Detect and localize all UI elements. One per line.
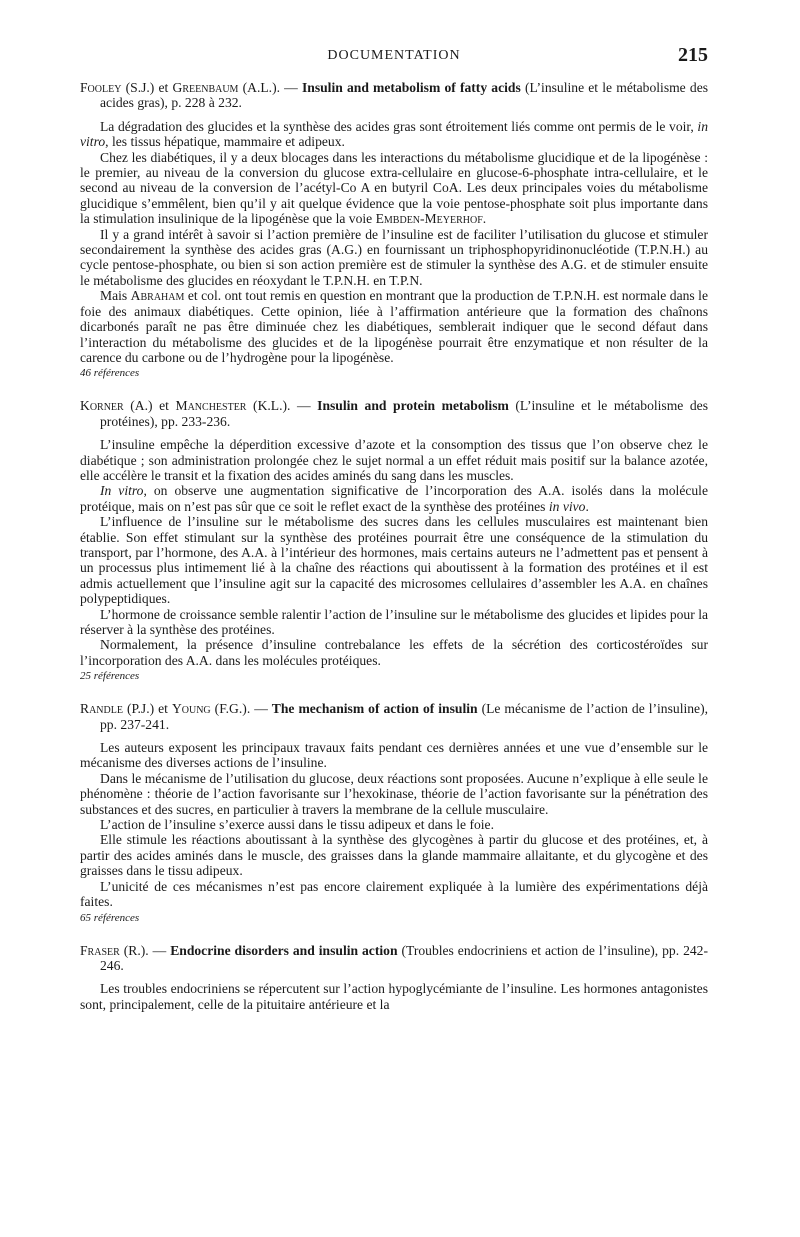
citation-dash: . — [287, 398, 318, 414]
citation [80, 701, 708, 732]
author-name: Randle [80, 701, 123, 717]
citation [80, 398, 708, 429]
author-initials: (F.G.) [210, 701, 247, 717]
citation-dash: . — [276, 80, 302, 95]
citation-details: (Troubles endocriniens et action de l’insuline), pp. 242-246. [100, 942, 709, 973]
paragraph-text: Il y a grand intérêt à savoir si l’action première de l’insuline est de faciliter l’utilisation du glucose et stimuler secondairement la synthèse des acides gras (A.G.) en fournissant un triphosphopyridinonucléotide (T.P.N.H.) au cycle pentose-phosphate, ou bien si son action première est de stimuler la synthèse des A.G. et de stimuler ensuite le métabolisme des glucides en réoxydant le T.P.N.H. en T.P.N. [80, 226, 708, 288]
author-conjunction: et [154, 80, 173, 95]
abstract-paragraph [80, 150, 708, 227]
abstract-paragraph [80, 879, 708, 910]
abstract-paragraph [80, 437, 708, 483]
paragraph-text: L’insuline empêche la déperdition excessive d’azote et la consomption des tissus que l’on observe chez le diabétique ; son administration prolongée chez le sujet normal a un effet réduit mais positif sur la balance azotée, elle accélère le transit et la fixation des acides aminés du sang dans les muscles. [80, 437, 708, 483]
italic-term: in vitro [80, 118, 708, 150]
article-title: Insulin and metabolism of fatty acids [301, 80, 521, 95]
abstract-entry [80, 701, 708, 924]
abstract-paragraph [80, 227, 708, 289]
reference-count: 25 références [80, 670, 140, 683]
abstract-paragraph [80, 817, 708, 832]
reference-count: 65 références [80, 911, 140, 924]
author-conjunction: et [154, 701, 172, 717]
author-name: Greenbaum [172, 80, 239, 95]
paragraph-text: , les tissus hépatique, mammaire et adipeux. [105, 134, 345, 150]
paragraph-text: Elle stimule les réactions aboutissant à la synthèse des glycogènes à partir du glucose et des protéines, et, à partir des acides aminés dans le muscle, des graisses dans la glande mammaire allaitante, et du glycogène et des graisses dans le tissu adipeux. [80, 832, 708, 879]
citation-details: (L’insuline et le métabolisme des acides gras), p. 228 à 232. [100, 80, 709, 111]
abstract-paragraph [80, 483, 708, 514]
paragraph-text: Les auteurs exposent les principaux travaux faits pendant ces dernières années et une vue d’ensemble sur le mécanisme des diverses actions de l’insuline. [80, 740, 708, 771]
italic-term: in vivo [548, 498, 586, 514]
citation-details: (Le mécanisme de l’action de l’insuline), pp. 237-241. [100, 701, 709, 732]
abstract-entry [80, 398, 708, 683]
reference-count: 46 références [80, 367, 140, 380]
paragraph-text: et col. ont tout remis en question en montrant que la production de T.P.N.H. est normale dans le foie des animaux diabétiques. Cette opinion, liée à l’affirmation antérieure que la formation des chaînons dicarbonés paraît ne pas être diminuée chez les diabétiques, semblerait indiquer que le second défaut dans l’interaction du métabolisme des glucides et de la lipogénèse pourrait être enzymatique et non résulter de la carence du carbone ou de l’hydrogène pour la lipogénèse. [80, 288, 708, 365]
citation [80, 80, 708, 111]
article-title: Endocrine disorders and insulin action [170, 942, 398, 958]
author-initials: (A.L.) [238, 80, 277, 95]
paragraph-text: L’unicité de ces mécanismes n’est pas encore clairement expliquée à la lumière des expérimentations déjà faites. [80, 878, 708, 910]
author-initials: (K.L.) [246, 398, 288, 414]
page-header [80, 44, 708, 70]
author-name: Manchester [175, 398, 247, 414]
article-title: Insulin and protein metabolism [317, 398, 509, 414]
abstract-paragraph [80, 514, 708, 606]
abstract-paragraph [80, 740, 708, 771]
paragraph-text: Normalement, la présence d’insuline contrebalance les effets de la sécrétion des corticostéroïdes sur l’incorporation des A.A. dans les molécules protéiques. [80, 637, 708, 668]
author-name: Fraser [80, 942, 120, 958]
small-caps-name: Embden-Meyerhof [375, 211, 483, 227]
author-name: Korner [80, 398, 124, 414]
paragraph-text: L’influence de l’insuline sur le métabolisme des sucres dans les cellules musculaires est maintenant bien établie. Son effet stimulant sur la synthèse des protéines pourrait être une conséquence de la stimulation du transport, par l’hormone, des A.A. à l’intérieur des hormones, mais certains auteurs ne l’admettent pas et pensent à un processus plus intimement lié à la chaîne des réactions qui aboutissent à la formation des protéines et il est admis actuellement que l’insuline agit sur la capacité des microsomes cellulaires d’assembler les A.A. en chaînes polypeptidiques. [80, 514, 708, 607]
paragraph-text: L’hormone de croissance semble ralentir l’action de l’insuline sur le métabolisme des glucides et lipides pour la réserver à la synthèse des protéines. [80, 606, 708, 637]
page-number: 215 [678, 44, 708, 66]
italic-term: In vitro [100, 483, 144, 499]
paragraph-text: Mais [100, 288, 131, 304]
author-name: Fooley [80, 80, 122, 95]
abstract-paragraph [80, 607, 708, 638]
paragraph-text: L’action de l’insuline s’exerce aussi dans le tissu adipeux et dans le foie. [100, 817, 494, 833]
citation-details: (L’insuline et le métabolisme des protéines), pp. 233-236. [100, 398, 708, 429]
abstract-paragraph [80, 119, 708, 150]
paragraph-text: Les troubles endocriniens se répercutent sur l’action hypoglycémiante de l’insuline. Les hormones antagonistes sont, principalement, celle de la pituitaire antérieure et la [80, 981, 708, 1012]
abstract-paragraph [80, 832, 708, 878]
author-initials: (A.) [123, 398, 153, 414]
paragraph-text: . [585, 498, 589, 514]
paragraph-text: Chez les diabétiques, il y a deux blocages dans les interactions du métabolisme glucidique et de la lipogénèse : le premier, au niveau de la conversion du glucose extra-cellulaire en glucose-6-phosphate intra-cellulaire, et le second au niveau de la conversion de l’acétyl-Co A en butyril CoA. Les deux principales voies du métabolisme glucidique s’emmêlent, bien qu’il y ait quelque évidence que la voie pentose-phosphate soit plus importante dans la stimulation insulinique de la lipogénèse que la voie [80, 149, 708, 227]
abstract-entry [80, 943, 708, 1013]
author-initials: (R.) [119, 942, 146, 958]
running-head: DOCUMENTATION [327, 48, 461, 63]
author-initials: (P.J.) [122, 701, 155, 717]
paragraph-text: La dégradation des glucides et la synthèse des acides gras sont étroitement liés comme ont permis de le voir, [100, 118, 698, 134]
paragraph-text: . [482, 211, 487, 227]
abstract-paragraph [80, 981, 708, 1012]
citation-dash: . — [145, 942, 171, 958]
paragraph-text: Dans le mécanisme de l’utilisation du glucose, deux réactions sont proposées. Aucune n’explique à elle seule le phénomène : théorie de l’action favorisante sur l’hexokinase, théorie de l’action favorisante sur la pénétration des substances et des sucres, en particulier à travers la membrane de la cellule musculaire. [80, 770, 708, 817]
abstract-entry [80, 80, 708, 380]
paragraph-text: , on observe une augmentation significative de l’incorporation des A.A. isolés dans la molécule protéique, mais on n’est pas sûr que ce soit le reflet exact de la synthèse des protéines [80, 483, 708, 514]
author-name: Young [171, 701, 211, 717]
article-title: The mechanism of action of insulin [271, 701, 478, 717]
author-conjunction: et [152, 398, 176, 414]
article-list [80, 80, 708, 1012]
abstract-paragraph [80, 637, 708, 668]
author-initials: (S.J.) [121, 80, 155, 95]
citation [80, 943, 708, 974]
abstract-paragraph [80, 288, 708, 365]
document-page [80, 44, 708, 1012]
small-caps-name: Abraham [130, 288, 185, 304]
abstract-paragraph [80, 771, 708, 817]
citation-dash: . — [246, 701, 272, 717]
